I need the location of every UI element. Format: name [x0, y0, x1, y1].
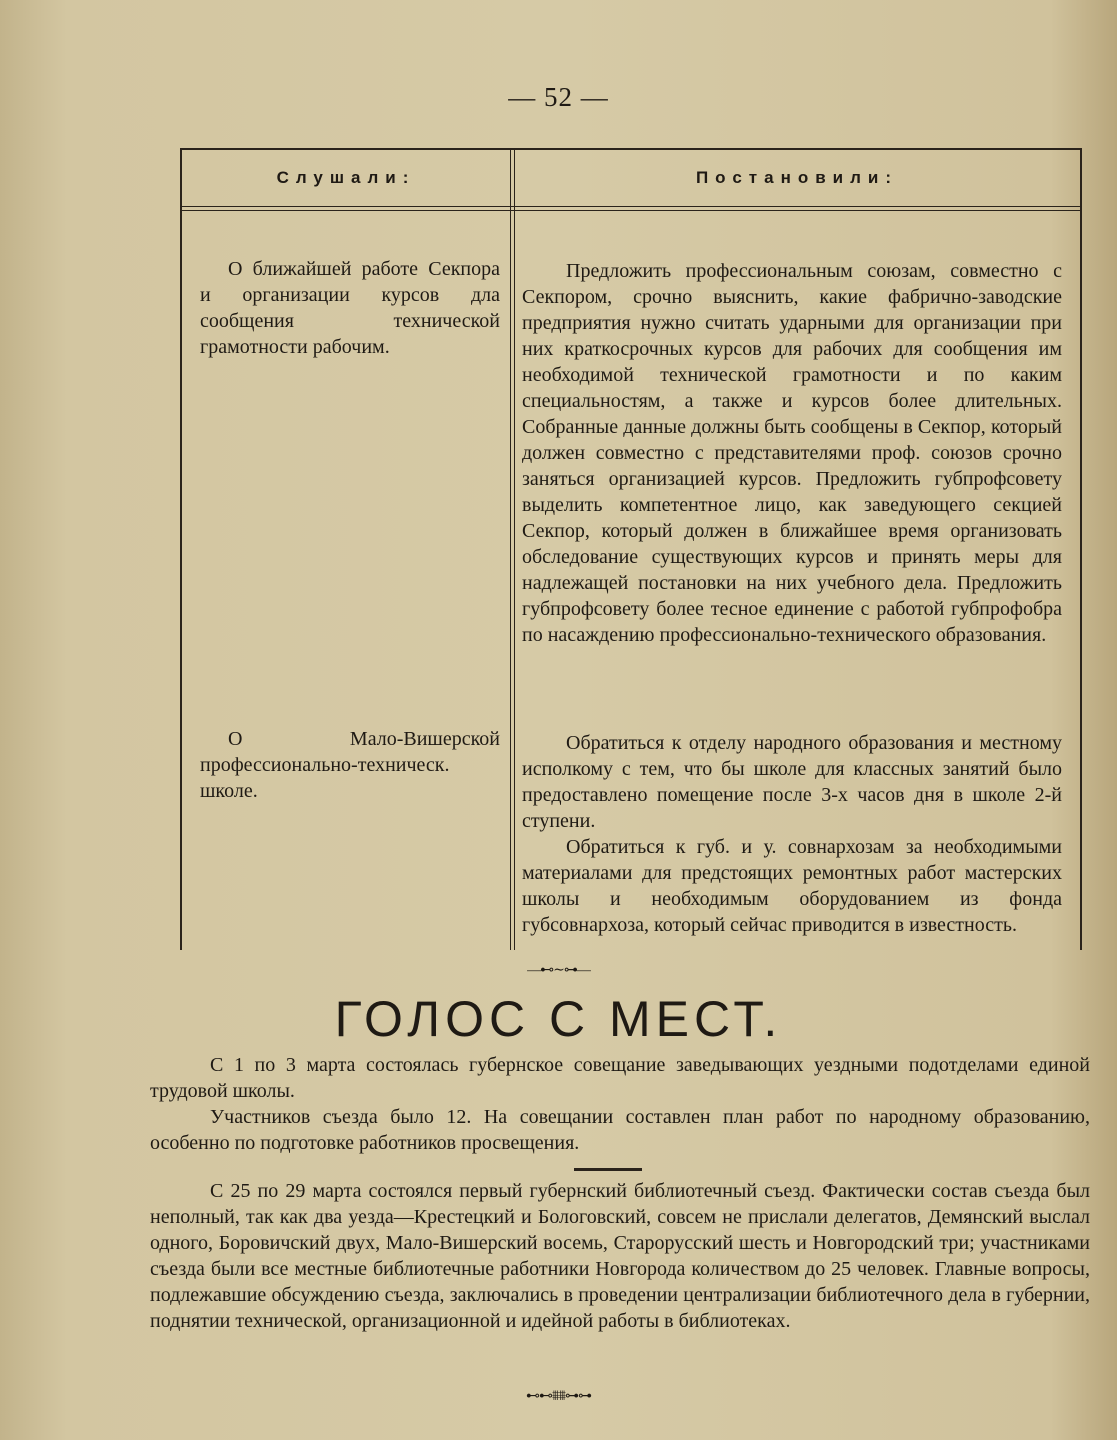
row-1-heard-text: О ближайшей работе Секпора и организации курсов дла сообщения технической грамотности рабочим.: [200, 258, 500, 358]
section-title: ГОЛОС С МЕСТ.: [334, 991, 783, 1047]
table-header-rule: [180, 206, 1082, 211]
row-1-resolved: [522, 258, 1062, 648]
news-paragraph: Участников съезда было 12. На совещании составлен план работ по народному образованию, особенно по подготовке работников просвещения.: [150, 1106, 1090, 1154]
table-right-border: [1080, 148, 1082, 950]
row-2-heard: [200, 726, 500, 804]
table-top-rule: [180, 148, 1082, 150]
row-2-resolved-text-1: Обратиться к отделу народного образования и местному исполкому с тем, что бы школе для классных занятий было предоставлено помещение после 3-х часов дня в школе 2-й ступени.: [522, 732, 1062, 832]
table-column-divider: [510, 148, 515, 950]
news-block-2: [150, 1178, 1090, 1334]
ornament-divider-bottom: ⊷⊷⩩⩩⊶⊶: [526, 1389, 591, 1404]
ornament-divider-top: —⊷∼⊶—: [527, 963, 590, 978]
row-1-resolved-text: Предложить профессиональным союзам, совместно с Секпором, срочно выяснить, какие фабрично-заводские предприятия нужно считать ударными для организации при них краткосрочных курсов для рабочих для сообщения им необходимой технической грамотности и по каким специальностям, а также и курсов более длительных. Собранные данные должны быть сообщены в Секпор, который должен совместно с представителями проф. союзов срочно заняться организацией курсов. Предложить губпрофсовету выделить компетентное лицо, как заведующего секцией Секпор, который должен в ближайшее время организовать обследование существующих курсов и принять меры для надлежащей постановки на них учебного дела. Предложить губпрофсовету более тесное единение с работой губпрофобра по насаждению профессионально-технического образования.: [522, 260, 1062, 646]
news-block-1: [150, 1052, 1090, 1156]
column-header-heard: Слушали:: [276, 168, 416, 187]
page-number: — 52 —: [508, 82, 609, 112]
column-header-resolved: Постановили:: [695, 168, 899, 187]
row-2-heard-text: О Мало-Вишерской профессионально-техническ. школе.: [200, 728, 500, 802]
news-separator: [574, 1168, 642, 1171]
row-1-heard: [200, 256, 500, 360]
news-paragraph: С 25 по 29 марта состоялся первый губернский библиотечный съезд. Фактически состав съезда был неполный, так как два уезда—Крестецкий и Бологовский, совсем не прислали делегатов, Демянский выслал одного, Боровичский двух, Мало-Вишерский восемь, Старорусский шесть и Новгородский три; участниками съезда были все местные библиотечные работники Новгорода количеством до 25 человек. Главные вопросы, подлежавшие обсуждению съезда, заключались в проведении централизации библиотечного дела в губернии, поднятии технической, организационной и идейной работы в библиотеках.: [150, 1180, 1090, 1332]
table-left-border: [180, 148, 182, 950]
protocol-table: [180, 148, 1082, 950]
news-paragraph: С 1 по 3 марта состоялась губернское совещание заведывающих уездными подотделами единой трудовой школы.: [150, 1054, 1090, 1102]
row-2-resolved-text-2: Обратиться к губ. и у. совнархозам за необходимыми материалами для предстоящих ремонтных работ мастерских школы и необходимым оборудованием из фонда губсовнархоза, который сейчас приводится в известность.: [522, 836, 1062, 936]
row-2-resolved: [522, 730, 1062, 938]
